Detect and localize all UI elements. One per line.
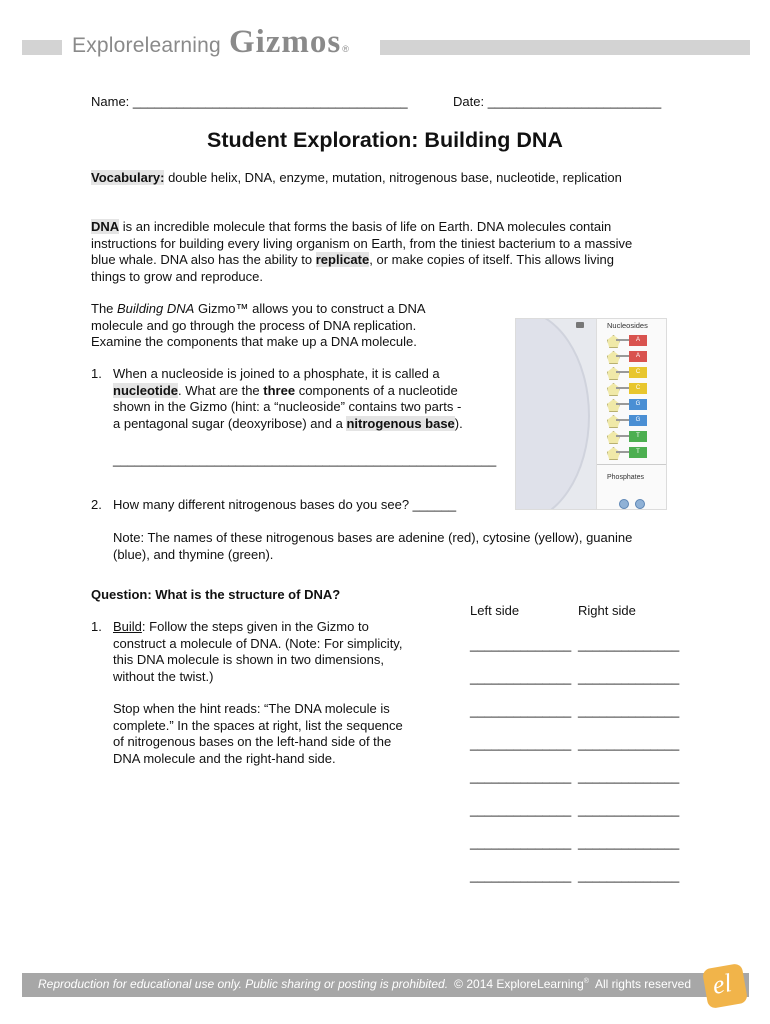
page-title: Student Exploration: Building DNA (207, 128, 563, 152)
date-blank[interactable]: ________________________ (487, 94, 662, 109)
stop-line-2: complete.” In the spaces at right, list the sequence (113, 717, 403, 733)
question-1-line-4: a pentagonal sugar (deoxyribose) and a (113, 415, 347, 431)
explorelearning-gizmos-logo (66, 24, 355, 64)
nucleoside-item[interactable] (607, 415, 653, 426)
intro-line-4: things to grow and reproduce. (91, 268, 263, 284)
nucleoside-item[interactable] (607, 399, 653, 410)
three-emphasis: three (263, 382, 296, 398)
right-side-header: Right side (578, 603, 636, 618)
question-1-line-1: When a nucleoside is joined to a phosphate, it is called a (113, 366, 440, 381)
header-bar-left (22, 40, 62, 55)
left-side-blank[interactable]: ______________ (470, 703, 572, 718)
build-label: Build (113, 619, 142, 634)
vocabulary-line (91, 170, 622, 187)
build-line-3: this DNA molecule is shown in two dimensions, (113, 652, 384, 667)
logo-explore: Explore (72, 34, 145, 57)
build-line-1: : Follow the steps given in the Gizmo to (141, 619, 369, 634)
base-block: A (629, 335, 647, 346)
vocabulary-label: Vocabulary: (91, 170, 165, 185)
logo-learning: learning (144, 34, 221, 57)
gizmo-cell-shape (515, 318, 590, 510)
copyright-reg: ® (583, 978, 589, 985)
stop-line-1: Stop when the hint reads: “The DNA molecule is (113, 701, 390, 716)
right-side-blank[interactable]: ______________ (578, 637, 680, 652)
logo-gizmos: Gizmos (228, 24, 342, 60)
bases-note-line-2: (blue), and thymine (green). (113, 546, 274, 562)
base-block: G (629, 399, 647, 410)
phosphates-label: Phosphates (607, 474, 644, 481)
question-1-line-3: shown in the Gizmo (hint: a “nucleoside” contains two parts - (113, 399, 462, 414)
panel-divider (597, 464, 667, 465)
nucleoside-item[interactable] (607, 383, 653, 394)
sugar-pentagon-icon (607, 383, 620, 396)
right-side-blank[interactable]: ______________ (578, 670, 680, 685)
dna-term: DNA (91, 219, 120, 234)
bond-line (616, 419, 630, 421)
footer-copyright (454, 977, 691, 991)
gizmo-workspace (516, 319, 596, 509)
nucleoside-item[interactable] (607, 431, 653, 442)
right-side-blank[interactable]: ______________ (578, 736, 680, 751)
build-number: 1. (91, 619, 102, 634)
name-line (91, 94, 408, 111)
nucleoside-item[interactable] (607, 447, 653, 458)
nucleotide-term: nucleotide (113, 382, 179, 398)
intro-line-1: is an incredible molecule that forms the basis of life on Earth. DNA molecules contain (119, 219, 612, 234)
section-question: Question: What is the structure of DNA? (91, 587, 341, 602)
phosphate-icon (635, 499, 645, 509)
vocabulary-text: double helix, DNA, enzyme, mutation, nitrogenous base, nucleotide, replication (164, 170, 622, 185)
sugar-pentagon-icon (607, 367, 620, 380)
replicate-term: replicate (315, 252, 370, 267)
intro-line-3-end: , or make copies of itself. This allows living (369, 252, 614, 267)
bond-line (616, 339, 630, 341)
nitrogenous-base-term: nitrogenous base (346, 415, 455, 431)
question-1-line-4-end: ). (454, 415, 463, 431)
sugar-pentagon-icon (607, 431, 620, 444)
sugar-pentagon-icon (607, 399, 620, 412)
bond-line (616, 387, 630, 389)
left-side-blank[interactable]: ______________ (470, 637, 572, 652)
base-block: A (629, 351, 647, 362)
gizmo-intro-line-2: molecule and go through the process of DNA replication. (91, 317, 417, 333)
right-side-blank[interactable]: ______________ (578, 769, 680, 784)
question-1 (113, 366, 503, 432)
bond-line (616, 355, 630, 357)
gizmo-intro-pre: The (91, 301, 118, 316)
bond-line (616, 435, 630, 437)
nucleoside-item[interactable] (607, 367, 653, 378)
intro-line-3: blue whale. DNA also has the ability to (91, 252, 316, 267)
sugar-pentagon-icon (607, 335, 620, 348)
nucleosides-panel (596, 319, 667, 509)
date-line (453, 94, 661, 111)
left-side-blank[interactable]: ______________ (470, 802, 572, 817)
gizmo-intro-line-3: Examine the components that make up a DNA molecule. (91, 334, 417, 349)
camera-icon (576, 322, 584, 328)
phosphate-icon (619, 499, 629, 509)
gizmo-name: Building DNA (117, 301, 195, 316)
base-block: C (629, 367, 647, 378)
footer-bar (22, 973, 749, 997)
base-block: T (629, 431, 647, 442)
question-1-line-2: . What are the (178, 382, 264, 398)
name-label: Name: (91, 94, 130, 109)
gizmo-intro-paragraph (91, 301, 491, 351)
right-side-blank[interactable]: ______________ (578, 802, 680, 817)
left-side-header: Left side (470, 603, 520, 618)
rights-text: All rights reserved (588, 977, 691, 991)
intro-paragraph (91, 219, 691, 285)
bond-line (616, 403, 630, 405)
sugar-pentagon-icon (607, 415, 620, 428)
gizmo-intro-post: Gizmo™ allows you to construct a DNA (194, 301, 426, 316)
left-side-blank[interactable]: ______________ (470, 835, 572, 850)
intro-line-2: instructions for building every living organism on Earth, from the tiniest bacterium to a massive (91, 235, 633, 251)
bond-line (616, 451, 630, 453)
base-block: C (629, 383, 647, 394)
left-side-blank[interactable]: ______________ (470, 736, 572, 751)
left-side-blank[interactable]: ______________ (470, 670, 572, 685)
question-2-text[interactable]: How many different nitrogenous bases do you see? ______ (113, 497, 457, 512)
build-line-2: construct a molecule of DNA. (Note: For simplicity, (113, 635, 403, 651)
right-side-blank[interactable]: ______________ (578, 868, 680, 883)
bond-line (616, 371, 630, 373)
right-side-blank[interactable]: ______________ (578, 835, 680, 850)
bases-note-line-1: Note: The names of these nitrogenous bases are adenine (red), cytosine (yellow), guanine (113, 530, 633, 545)
question-2-number: 2. (91, 497, 102, 512)
nucleoside-item[interactable] (607, 335, 653, 346)
left-side-blank[interactable]: ______________ (470, 868, 572, 883)
base-block: T (629, 447, 647, 458)
logo-registered: ® (342, 44, 349, 54)
el-logo-text: el (710, 968, 734, 1000)
build-line-4: without the twist.) (113, 668, 214, 684)
copyright-text: © 2014 ExploreLearning (454, 977, 584, 991)
stop-line-4: DNA molecule and the right-hand side. (113, 750, 336, 766)
right-side-blank[interactable]: ______________ (578, 703, 680, 718)
left-side-blank[interactable]: ______________ (470, 769, 572, 784)
stop-instructions (113, 701, 433, 767)
gizmo-screenshot (515, 318, 667, 510)
el-logo-badge (702, 963, 748, 1009)
nucleoside-item[interactable] (607, 351, 653, 362)
stop-line-3: of nitrogenous bases on the left-hand side of the (113, 734, 392, 749)
base-block: G (629, 415, 647, 426)
footer-reproduction-notice: Reproduction for educational use only. Public sharing or posting is prohibited. (38, 977, 449, 991)
sugar-pentagon-icon (607, 351, 620, 364)
question-1-number: 1. (91, 366, 102, 381)
build-instructions (113, 619, 433, 685)
header-bar-right (380, 40, 750, 55)
date-label: Date: (453, 94, 485, 109)
nucleosides-label: Nucleosides (607, 321, 648, 330)
bases-note (113, 530, 703, 563)
question-1-answer-blank[interactable]: _____________________________________________________ (113, 452, 497, 467)
name-blank[interactable]: ______________________________________ (132, 94, 408, 109)
question-1-line-2-end: components of a nucleotide (295, 382, 458, 398)
sugar-pentagon-icon (607, 447, 620, 460)
